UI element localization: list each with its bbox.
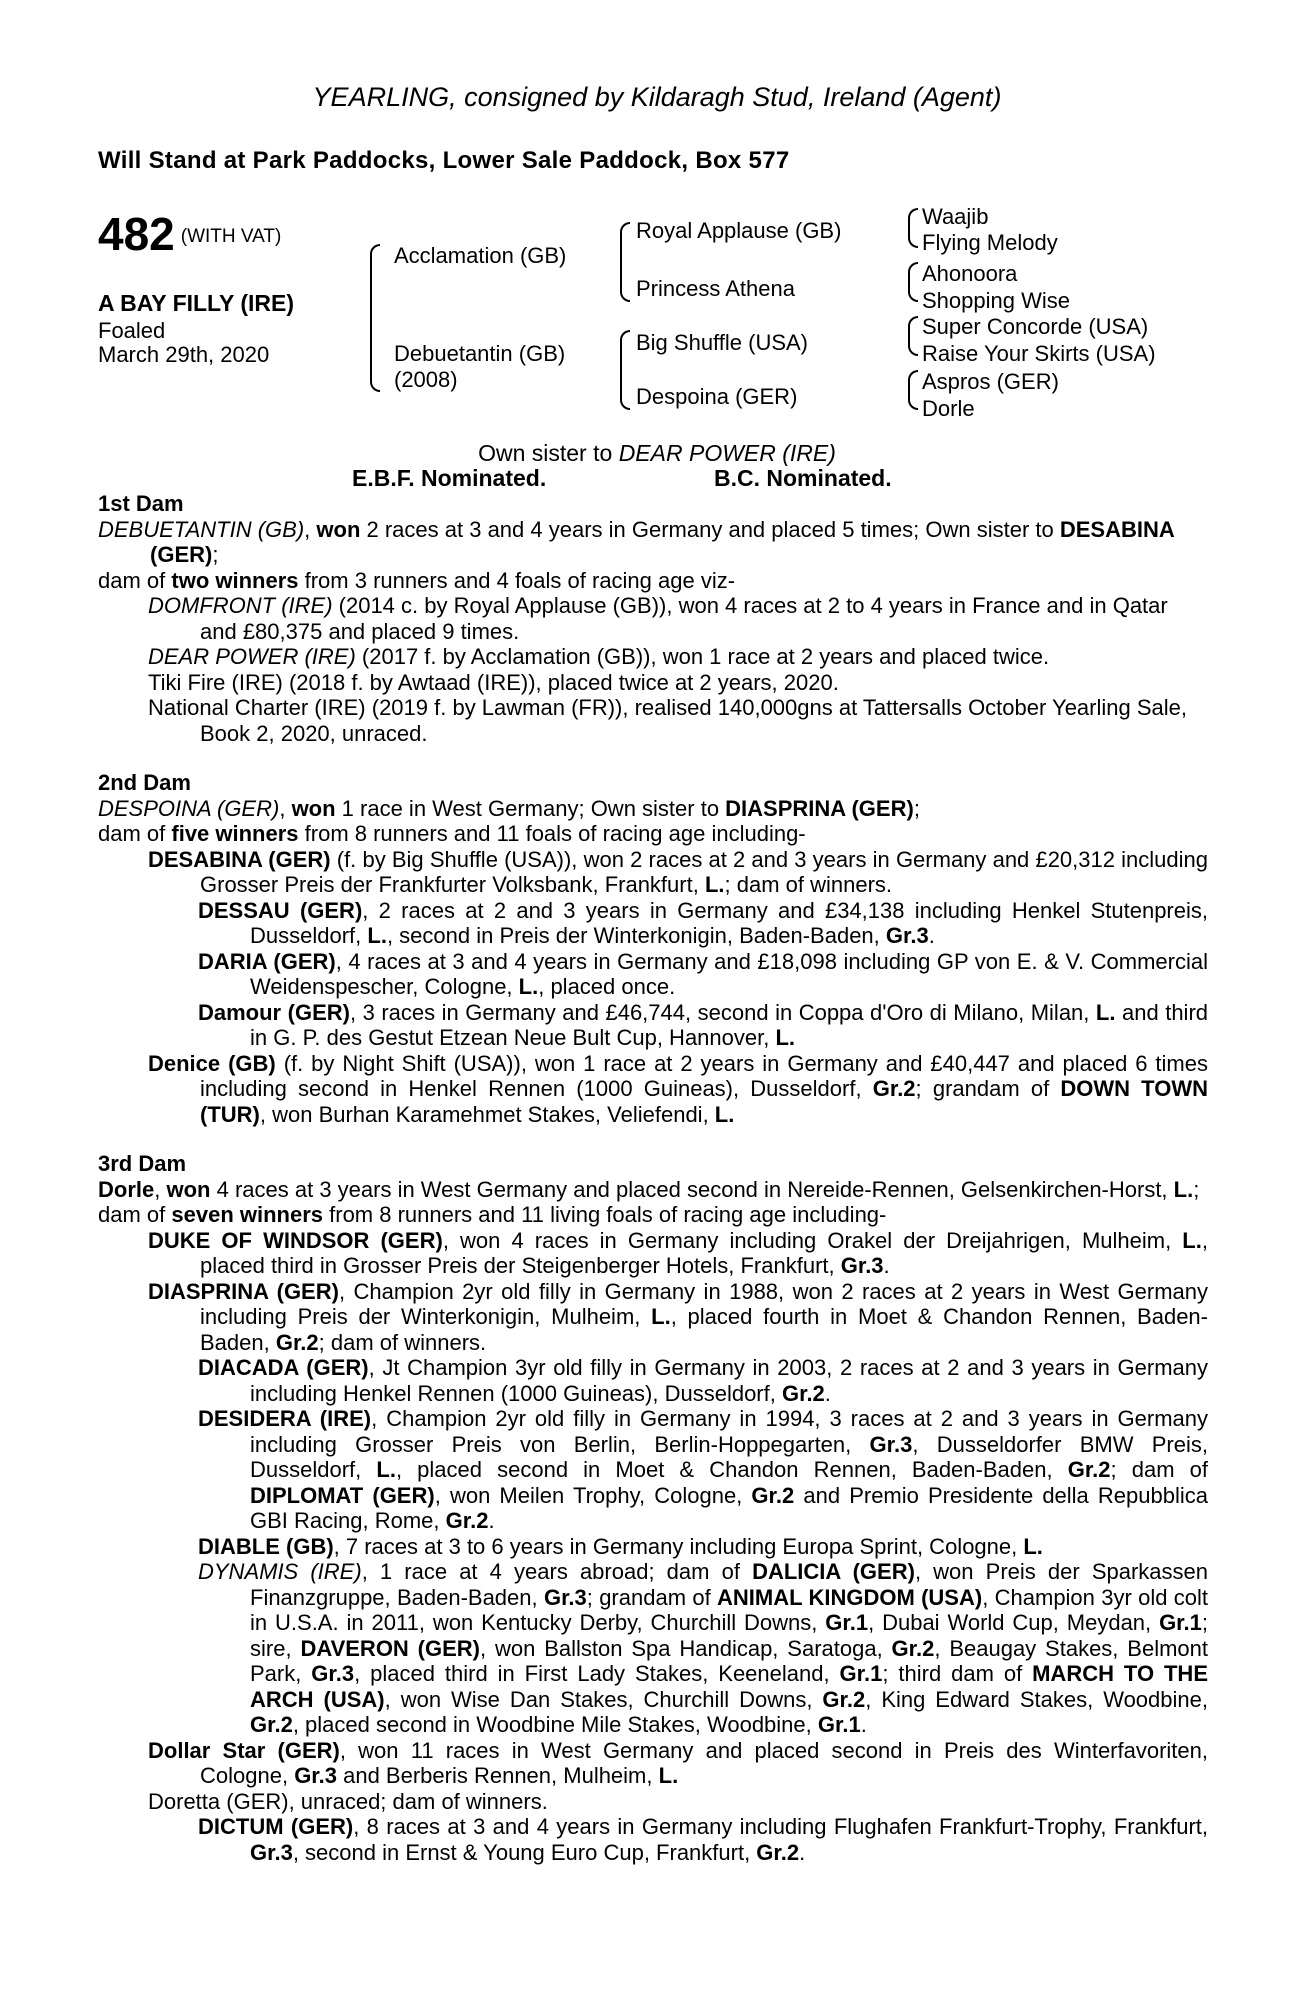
list-item: Denice (GB) (f. by Night Shift (USA)), won 1 race at 2 years in Germany and £40,447 and placed 6 times including second in Henkel Rennen (1000 Guineas), Dusseldorf, Gr.2; grandam of DOWN TOWN (TUR), won Burhan Karamehmet Stakes, Veliefendi, L. xyxy=(148,1050,1208,1127)
stand-location: Will Stand at Park Paddocks, Lower Sale Paddock, Box 577 xyxy=(98,147,790,174)
list-item: Tiki Fire (IRE) (2018 f. by Awtaad (IRE)), placed twice at 2 years, 2020. xyxy=(148,669,839,695)
second-dam-line: DESPOINA (GER), won 1 race in West Germany; Own sister to DIASPRINA (GER); xyxy=(98,795,920,821)
pedigree-sdd: Shopping Wise xyxy=(922,288,1070,313)
list-item: DIABLE (GB), 7 races at 3 to 6 years in Germany including Europa Sprint, Cologne, L. xyxy=(198,1533,1043,1559)
list-item: DESABINA (GER) (f. by Big Shuffle (USA)), won 2 races at 2 and 3 years in Germany and £20,312 including Grosser Preis der Frankfurter Volksbank, Frankfurt, L.; dam of winners. xyxy=(148,846,1208,897)
pedigree-ds: Big Shuffle (USA) xyxy=(636,330,809,355)
brace-main xyxy=(370,244,380,392)
list-item: DEAR POWER (IRE) (2017 f. by Acclamation (GB)), won 1 race at 2 years and placed twice. xyxy=(148,644,1050,669)
pedigree-sd: Princess Athena xyxy=(636,276,795,301)
first-dam-produce-line: dam of two winners from 3 runners and 4 foals of racing age viz- xyxy=(98,567,736,593)
list-item: DUKE OF WINDSOR (GER), won 4 races in Germany including Orakel der Dreijahrigen, Mulheim, L., placed third in Grosser Preis der Steigenberger Hotels, Frankfurt, Gr.3. xyxy=(148,1227,1208,1278)
pedigree-sds: Ahonoora xyxy=(922,261,1018,286)
brace-sire xyxy=(620,222,630,302)
brace-dd xyxy=(908,370,918,410)
pedigree-dss: Super Concorde (USA) xyxy=(922,314,1149,339)
list-item: DICTUM (GER), 8 races at 3 and 4 years in Germany including Flughafen Frankfurt-Trophy, Frankfurt, Gr.3, second in Ernst & Young Euro Cup, Frankfurt, Gr.2. xyxy=(198,1814,1209,1865)
list-item: Doretta (GER), unraced; dam of winners. xyxy=(148,1788,548,1814)
bc-nominated: B.C. Nominated. xyxy=(714,465,892,491)
section-gap xyxy=(98,746,1208,770)
horse-name: A BAY FILLY (IRE) xyxy=(98,290,294,316)
lot-number: 482 xyxy=(98,208,175,260)
foaled-date: March 29th, 2020 xyxy=(98,342,270,367)
third-dam-produce-line: dam of seven winners from 8 runners and 11 living foals of racing age including- xyxy=(98,1202,887,1227)
list-item: DESIDERA (IRE), Champion 2yr old filly in Germany in 1994, 3 races at 2 and 3 years in Germany including Grosser Preis von Berlin, Berlin-Hoppegarten, Gr.3, Dusseldorfer BMW Preis, Dusseldorf, L., placed second in Moet & Chandon Rennen, Baden-Baden, Gr.2; dam of DIPLOMAT (GER), won Meilen Trophy, Cologne, Gr.2 and Premio Presidente della Repubblica GBI Racing, Rome, Gr.2. xyxy=(198,1406,1208,1533)
list-item: DYNAMIS (IRE), 1 race at 4 years abroad; dam of DALICIA (GER), won Preis der Sparkassen Finanzgruppe, Baden-Baden, Gr.3; grandam of ANIMAL KINGDOM (USA), Champion 3yr old colt in U.S.A. in 2011, won Kentucky Derby, Churchill Downs, Gr.1, Dubai World Cup, Meydan, Gr.1; sire, DAVERON (GER), won Ballston Spa Handicap, Saratoga, Gr.2, Beaugay Stakes, Belmont Park, Gr.3, placed third in First Lady Stakes, Keeneland, Gr.1; third dam of MARCH TO THE ARCH (USA), won Wise Dan Stakes, Churchill Downs, Gr.2, King Edward Stakes, Woodbine, Gr.2, placed second in Woodbine Mile Stakes, Woodbine, Gr.1. xyxy=(198,1559,1208,1737)
pedigree-dam: Debuetantin (GB) xyxy=(394,341,566,366)
list-item: DESSAU (GER), 2 races at 2 and 3 years in Germany and £34,138 including Henkel Stutenpreis, Dusseldorf, L., second in Preis der Winterkonigin, Baden-Baden, Gr.3. xyxy=(198,897,1208,948)
ebf-nominated: E.B.F. Nominated. xyxy=(352,465,547,491)
pedigree-dds: Aspros (GER) xyxy=(922,369,1059,394)
first-dam-line: DEBUETANTIN (GB), won 2 races at 3 and 4 years in Germany and placed 5 times; Own sister to DESABINA (GER); xyxy=(98,516,1174,567)
pedigree-ddd: Dorle xyxy=(922,396,975,421)
pedigree-dd: Despoina (GER) xyxy=(636,384,798,409)
brace-sd xyxy=(908,262,918,302)
lot-vat: (WITH VAT) xyxy=(180,226,282,247)
list-item: DIASPRINA (GER), Champion 2yr old filly in Germany in 1988, won 2 races at 2 years in West Germany including Preis der Winterkonigin, Mulheim, L., placed fourth in Moet & Chandon Rennen, Baden-Baden, Gr.2; dam of winners. xyxy=(148,1278,1208,1355)
list-item: Damour (GER), 3 races in Germany and £46,744, second in Coppa d'Oro di Milano, Milan, L. and third in G. P. des Gestut Etzean Neue Bult Cup, Hannover, L. xyxy=(198,999,1209,1050)
own-sister-name: DEAR POWER (IRE) xyxy=(618,440,836,466)
third-dam-heading: 3rd Dam xyxy=(98,1151,187,1176)
list-item: DIACADA (GER), Jt Champion 3yr old filly in Germany in 2003, 2 races at 2 and 3 years in Germany including Henkel Rennen (1000 Guineas), Dusseldorf, Gr.2. xyxy=(198,1355,1209,1406)
brace-ds xyxy=(908,316,918,356)
list-item: DARIA (GER), 4 races at 3 and 4 years in Germany and £18,098 including GP von E. & V. Commercial Weidenspescher, Cologne, L., placed once. xyxy=(198,948,1208,999)
catalogue-body xyxy=(98,491,1208,1865)
pedigree-dsd: Raise Your Skirts (USA) xyxy=(922,341,1156,366)
brace-ss xyxy=(908,208,918,248)
third-dam-line: Dorle, won 4 races at 3 years in West Germany and placed second in Nereide-Rennen, Gelsenkirchen-Horst, L.; xyxy=(98,1176,1200,1202)
section-gap xyxy=(98,1127,1208,1151)
second-dam-heading: 2nd Dam xyxy=(98,770,191,795)
own-sister-note: Own sister to DEAR POWER (IRE) xyxy=(478,440,836,466)
second-dam-produce-line: dam of five winners from 8 runners and 11 foals of racing age including- xyxy=(98,821,806,846)
lot-block xyxy=(98,207,281,261)
pedigree-ss: Royal Applause (GB) xyxy=(636,218,842,243)
list-item: DOMFRONT (IRE) (2014 c. by Royal Applause (GB)), won 4 races at 2 to 4 years in France and in Qatar and £80,375 and placed 9 times. xyxy=(148,593,1168,644)
pedigree-sss: Waajib xyxy=(922,204,989,229)
pedigree-ssd: Flying Melody xyxy=(922,230,1058,255)
foaled-label: Foaled xyxy=(98,318,166,343)
pedigree-sire: Acclamation (GB) xyxy=(394,243,567,268)
first-dam-heading: 1st Dam xyxy=(98,491,184,516)
brace-dam xyxy=(620,330,630,410)
list-item: National Charter (IRE) (2019 f. by Lawman (FR)), realised 140,000gns at Tattersalls October Yearling Sale, Book 2, 2020, unraced. xyxy=(148,695,1187,746)
list-item: Dollar Star (GER), won 11 races in West Germany and placed second in Preis des Winterfavoriten, Cologne, Gr.3 and Berberis Rennen, Mulheim, L. xyxy=(148,1737,1208,1788)
consignment-header: YEARLING, consigned by Kildaragh Stud, Ireland (Agent) xyxy=(312,82,1002,112)
pedigree-dam-year: (2008) xyxy=(394,367,458,392)
